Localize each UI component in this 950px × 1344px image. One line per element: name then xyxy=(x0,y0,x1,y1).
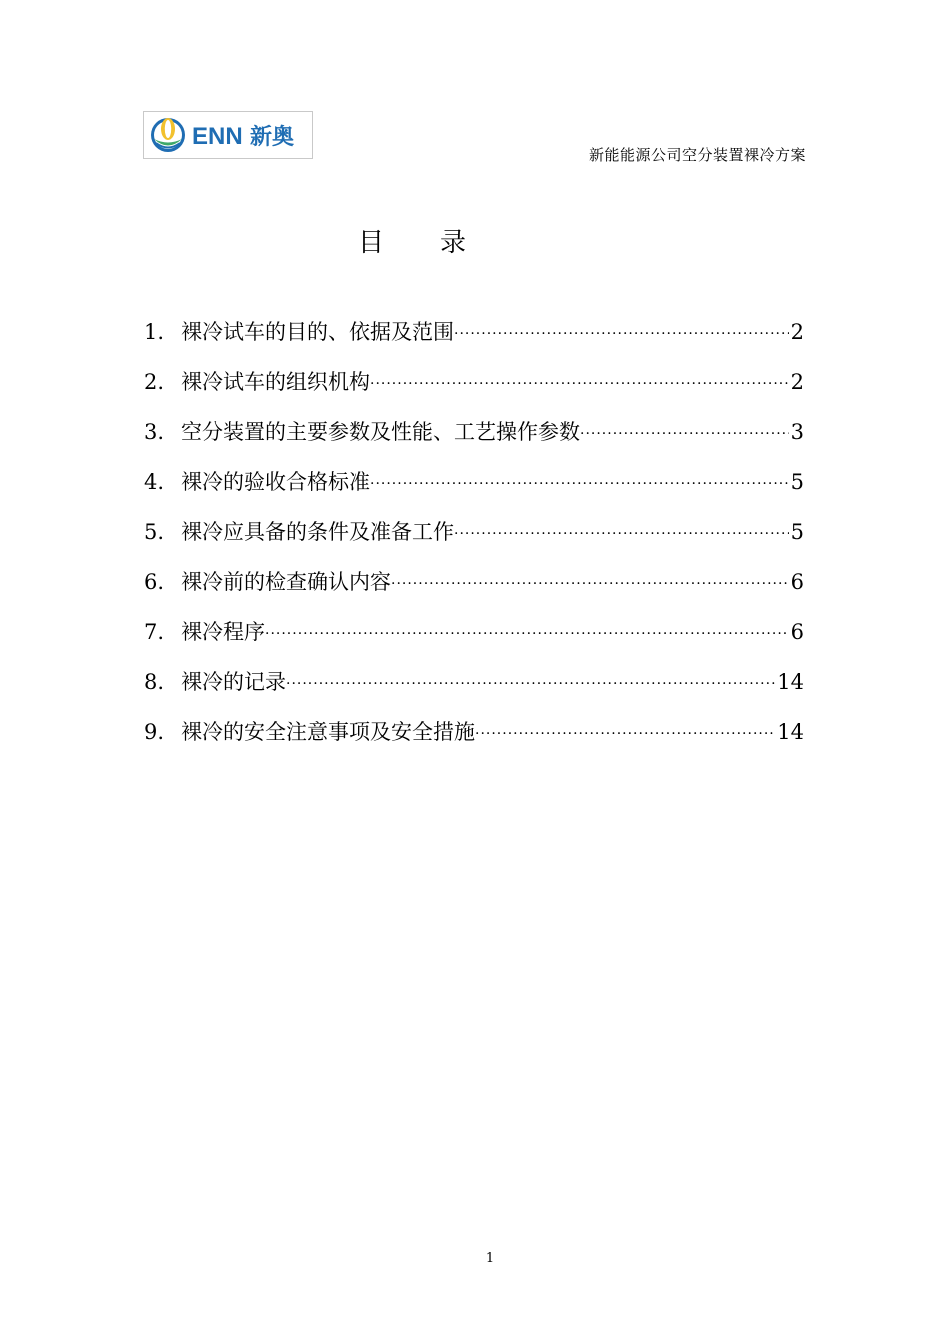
toc-entry[interactable] xyxy=(144,516,804,566)
toc-entry-number: 3. xyxy=(144,420,165,444)
toc-entry[interactable] xyxy=(144,316,804,366)
toc-entry[interactable] xyxy=(144,566,804,616)
toc-entry-number: 4. xyxy=(144,470,165,494)
toc-entry-page: 3 xyxy=(790,420,804,444)
toc-dot-leader xyxy=(475,726,775,742)
toc-entry-title: 裸冷应具备的条件及准备工作 xyxy=(181,520,454,544)
toc-entry-number: 8. xyxy=(144,670,165,694)
toc-entry-number: 6. xyxy=(144,570,165,594)
toc-entry-title: 裸冷程序 xyxy=(181,620,265,644)
toc-entry-page: 6 xyxy=(790,570,804,594)
toc-entry-page: 5 xyxy=(790,520,804,544)
toc-entry-page: 2 xyxy=(790,370,804,394)
toc-entry-title: 裸冷的验收合格标准 xyxy=(181,470,370,494)
toc-entry[interactable] xyxy=(144,616,804,666)
toc-entry-page: 6 xyxy=(790,620,804,644)
svg-text:ENN: ENN xyxy=(192,123,243,150)
enn-logo-graphic xyxy=(144,112,312,158)
toc-entry-number: 5. xyxy=(144,520,165,544)
toc-dot-leader xyxy=(370,376,789,392)
toc-dot-leader xyxy=(580,426,789,442)
toc-dot-leader xyxy=(370,476,789,492)
toc-entry-title: 裸冷的安全注意事项及安全措施 xyxy=(181,720,475,744)
svg-text:新奥: 新奥 xyxy=(250,125,295,150)
page-number: 1 xyxy=(485,1251,495,1266)
toc-dot-leader xyxy=(391,576,789,592)
toc-entry-number: 7. xyxy=(144,620,165,644)
toc-entry-title: 空分装置的主要参数及性能、工艺操作参数 xyxy=(181,420,580,444)
toc-entry[interactable] xyxy=(144,716,804,766)
toc-heading: 目录 xyxy=(358,228,523,258)
toc-entry-page: 5 xyxy=(790,470,804,494)
toc-entry[interactable] xyxy=(144,416,804,466)
toc-entry[interactable] xyxy=(144,466,804,516)
toc-entry-number: 9. xyxy=(144,720,165,744)
toc-entry-number: 1. xyxy=(144,320,165,344)
toc-entry-page: 2 xyxy=(790,320,804,344)
toc-entry-title: 裸冷试车的目的、依据及范围 xyxy=(181,320,454,344)
enn-logo xyxy=(143,111,313,159)
toc-entry[interactable] xyxy=(144,366,804,416)
toc-dot-leader xyxy=(286,676,775,692)
toc-dot-leader xyxy=(454,326,789,342)
toc-entry-title: 裸冷前的检查确认内容 xyxy=(181,570,391,594)
toc-entry-number: 2. xyxy=(144,370,165,394)
toc-entry-page: 14 xyxy=(777,720,804,744)
toc-entry[interactable] xyxy=(144,666,804,716)
toc-dot-leader xyxy=(265,626,789,642)
document-header-title: 新能能源公司空分装置裸冷方案 xyxy=(588,146,806,164)
table-of-contents xyxy=(144,316,804,766)
toc-entry-page: 14 xyxy=(777,670,804,694)
toc-dot-leader xyxy=(454,526,789,542)
toc-entry-title: 裸冷试车的组织机构 xyxy=(181,370,370,394)
toc-entry-title: 裸冷的记录 xyxy=(181,670,286,694)
enn-emblem-icon xyxy=(151,118,185,152)
